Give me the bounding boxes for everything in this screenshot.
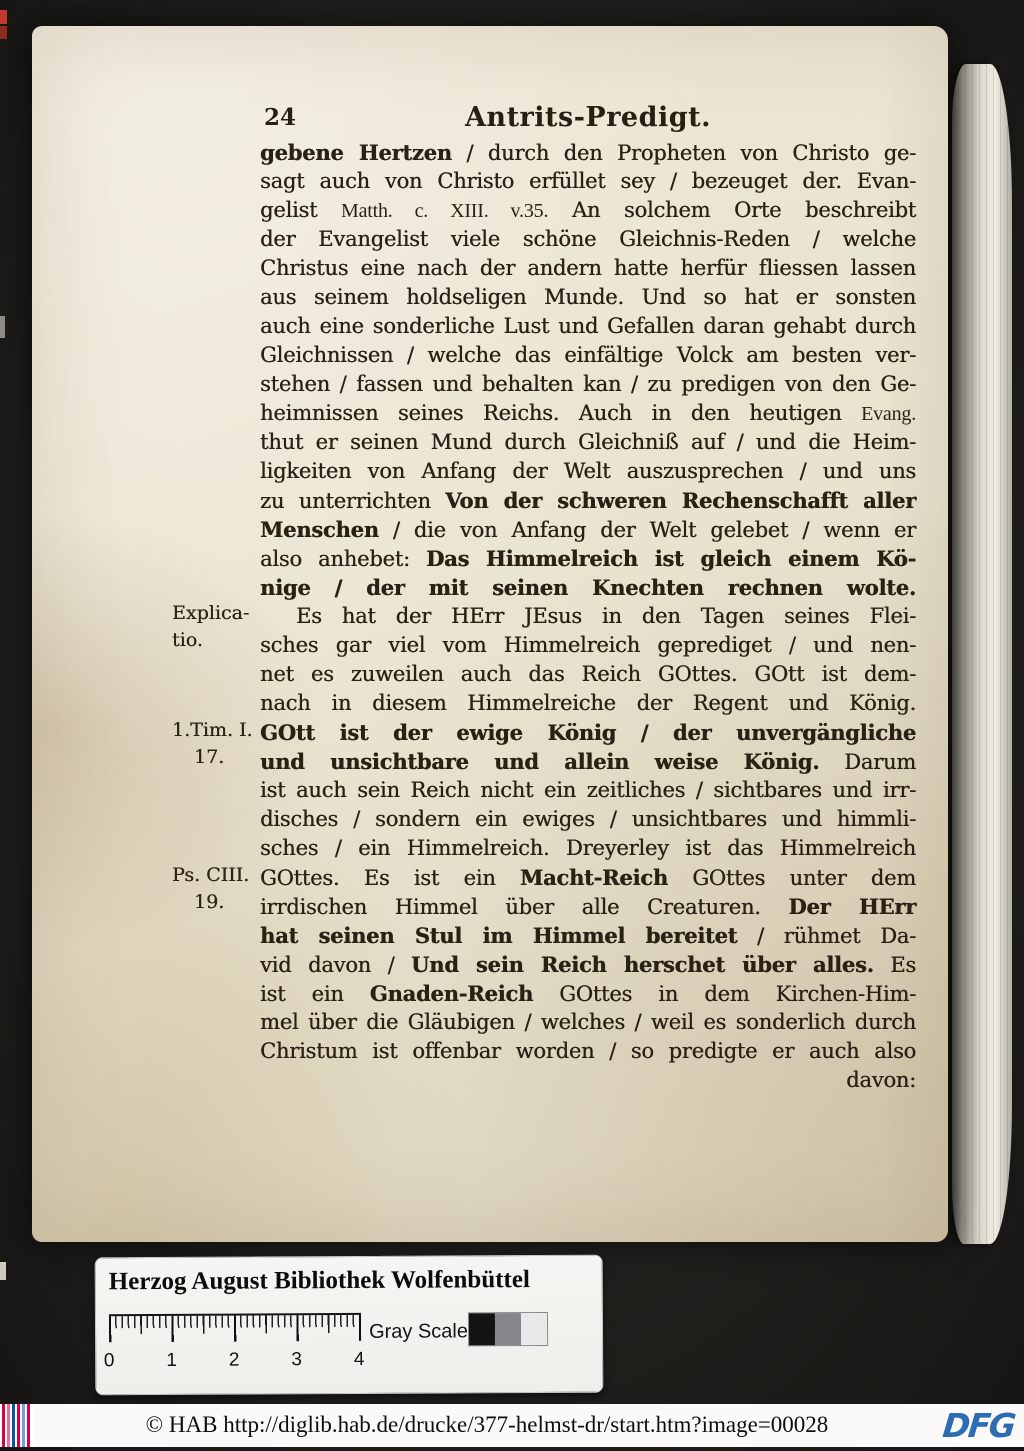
copyright-url: © HAB http://diglib.hab.de/drucke/377-helmst-dr/start.htm?image=00028 [145,1412,829,1437]
margin-note: Explica- tio. [172,602,250,651]
book-page-edge [952,64,1012,1244]
ruler-cm-ticks [109,1315,361,1342]
edge-artifact [0,10,7,24]
ruler-number: 2 [228,1349,240,1371]
ruler [103,1313,365,1374]
text-line: mel über die Gläubigen / welches / weil es sonderlich durch [260,1010,916,1034]
text-line: ist auch sein Reich nicht ein zeitliches / sichtbares und irr- [260,778,916,802]
text-line: ligkeiten von Anfang der Welt auszusprechen / und uns [260,459,916,483]
text-line: Menschen / die von Anfang der Welt gelebet / wenn er [260,517,916,542]
page-title: Antrits-Predigt. [464,102,711,133]
text-line: Gleichnissen / welche das einfältige Volck am besten ver- [260,343,916,367]
text-line: net es zuweilen auch das Reich GOttes. GOtt ist dem- [260,662,916,686]
text-line: Es hat der HErr JEsus in den Tagen seines Flei- [296,604,916,628]
text-line: GOttes. Es ist ein Macht-Reich GOttes unter dem [260,865,916,890]
text-line: vid davon / Und sein Reich herschet über alles. Es [260,952,916,977]
ruler-number: 1 [166,1349,178,1371]
ruler-number: 0 [103,1350,115,1372]
scanned-page [32,26,948,1242]
text-line: stehen / fassen und behalten kan / zu predigen von den Ge- [260,372,916,396]
ruler-number: 3 [291,1349,303,1371]
text-line: sches gar viel vom Himmelreich geprediget / und nen- [260,633,916,657]
footer-bar [0,1404,1024,1447]
text-line: disches / sondern ein ewiges / unsichtbares und himmli- [260,807,916,831]
page-number: 24 [264,104,297,131]
text-line: aus seinem holdseligen Munde. Und so hat er sonsten [260,285,916,309]
text-line: gelist Matth. c. XIII. v.35. An solchem Orte beschreibt [260,198,916,222]
text-line: davon: [846,1068,916,1092]
text-line: heimnissen seines Reichs. Auch in den heutigen Evang. [260,401,916,425]
margin-note: Ps. CIII. 19. [172,864,250,913]
page-header-row [260,102,916,136]
text-line: thut er seinen Mund durch Gleichniß auf / und die Heim- [260,430,916,454]
text-line: Christum ist offenbar worden / so predigte er auch also [260,1039,916,1063]
library-label-card [95,1255,604,1396]
text-line: und unsichtbare und allein weise König. Darum [260,749,916,774]
gray-scale-patches [468,1312,548,1346]
gray-scale-patch [521,1313,547,1345]
text-line: sches / ein Himmelreich. Dreyerley ist das Himmelreich [260,836,916,860]
gray-scale-label: Gray Scale [368,1320,469,1343]
library-name: Herzog August Bibliothek Wolfenbüttel [108,1266,530,1296]
text-line: der Evangelist viele schöne Gleichnis-Reden / welche [260,227,916,251]
text-line: sagt auch von Christo erfüllet sey / bezeuget der. Evan- [260,169,916,193]
text-line: auch eine sonderliche Lust und Gefallen daran gehabt durch [260,314,916,338]
text-line: irrdischen Himmel über alle Creaturen. Der HErr [260,894,916,919]
text-lines [260,138,916,1095]
gray-scale-patch [469,1313,495,1345]
ruler-ticks [109,1313,361,1342]
edge-artifact [0,316,5,338]
edge-artifact [0,26,7,39]
text-line: zu unterrichten Von der schweren Rechenschafft aller [260,488,916,513]
gray-scale-patch [495,1313,521,1345]
color-calibration-strip [0,1404,34,1447]
text-line: GOtt ist der ewige König / der unvergängliche [260,720,916,745]
margin-note: 1.Tim. I. 17. [172,719,253,768]
text-line: gebene Hertzen / durch den Propheten von Christo ge- [260,140,917,165]
dfg-logo: DFG [940,1406,1017,1445]
text-line: Christus eine nach der andern hatte herfür fliessen lassen [260,256,916,280]
text-line: nige / der mit seinen Knechten rechnen wolte. [260,575,916,600]
text-line: also anhebet: Das Himmelreich ist gleich einem Kö- [260,546,916,571]
text-line: nach in diesem Himmelreiche der Regent und König. [260,691,916,715]
text-line: ist ein Gnaden-Reich GOttes in dem Kirchen-Him- [260,981,916,1006]
edge-artifact [0,1262,6,1280]
ruler-number: 4 [353,1348,365,1370]
text-line: hat seinen Stul im Himmel bereitet / rühmet Da- [260,923,916,948]
ruler-numbers [103,1348,365,1372]
